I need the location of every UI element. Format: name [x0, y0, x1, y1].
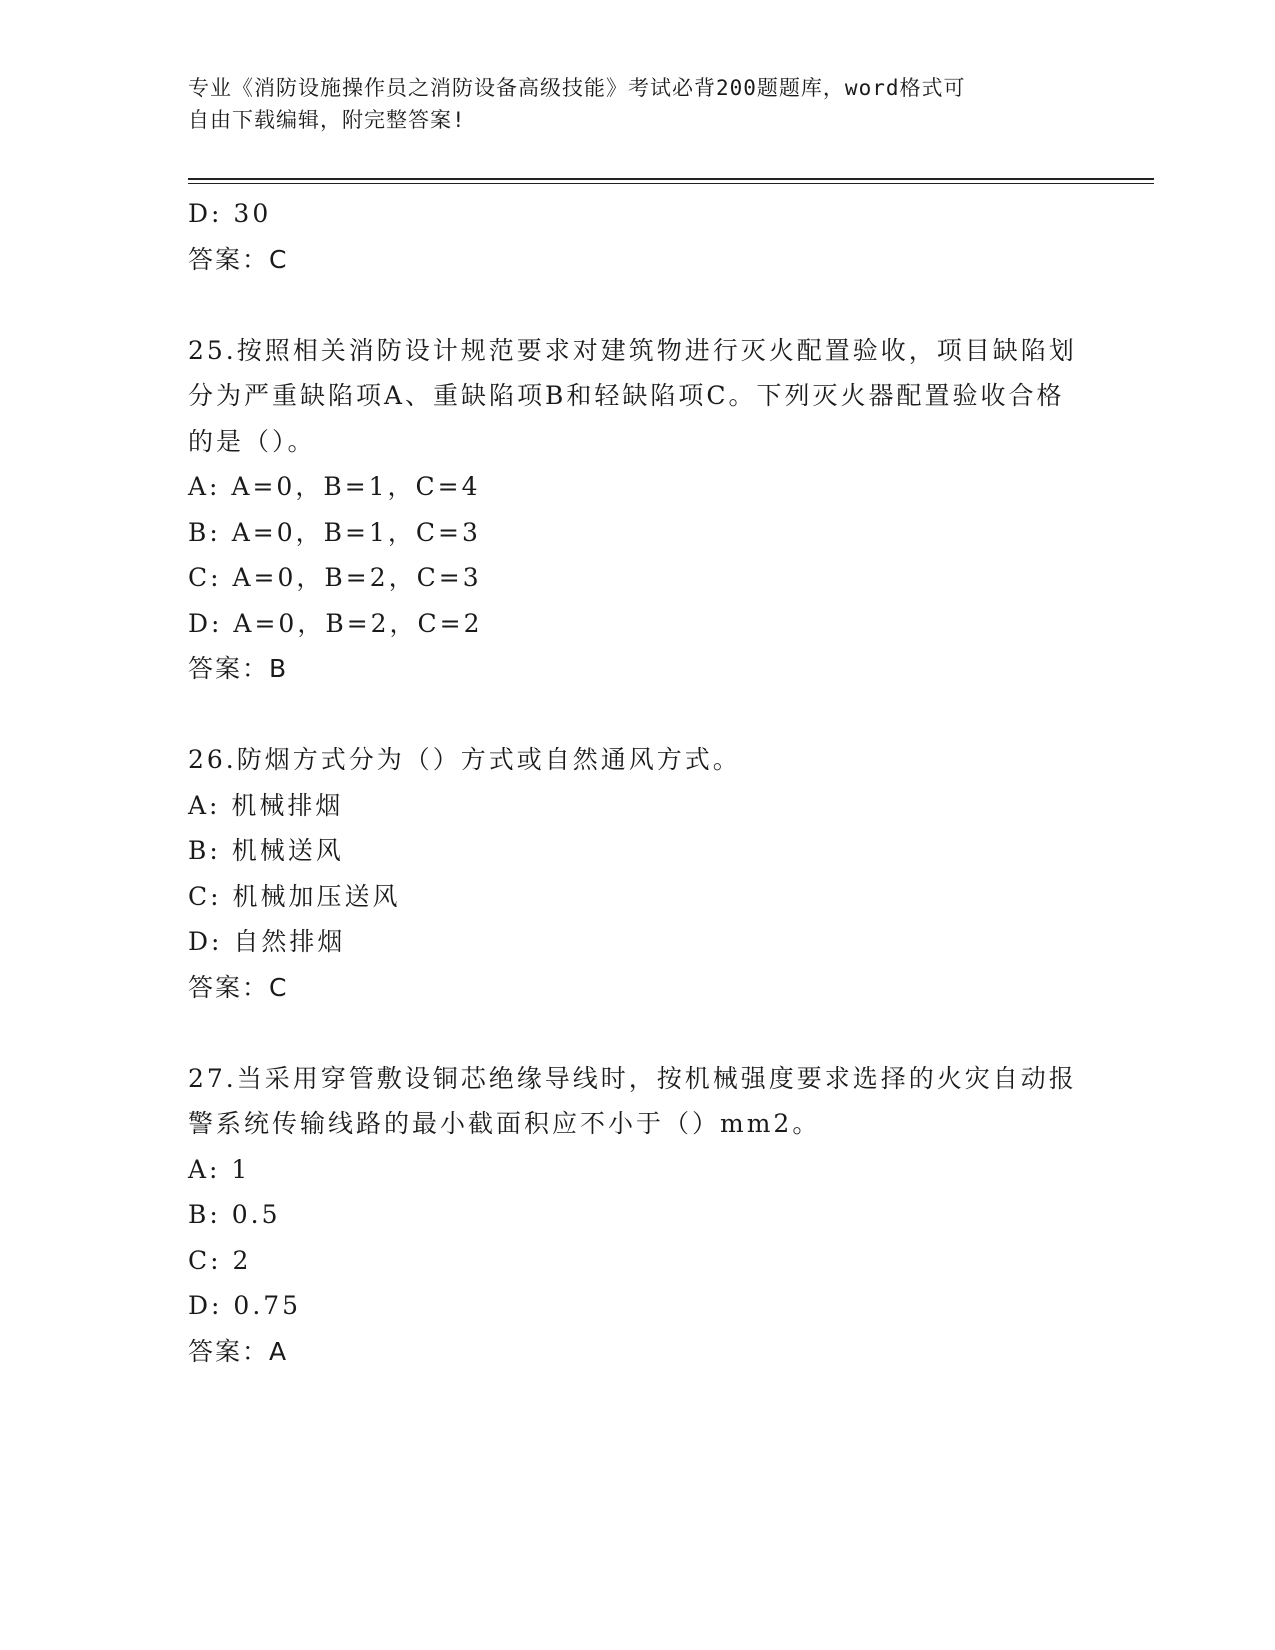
question-text: 26.防烟方式分为（）方式或自然通风方式。: [188, 745, 741, 774]
prev-answer: 答案：C: [188, 244, 289, 274]
header-rule-thin: [188, 183, 1154, 184]
option-d: D: 自然排烟: [188, 927, 346, 956]
question-26: [188, 737, 1088, 1010]
answer: 答案：A: [188, 1336, 289, 1366]
option-a: A: A=0，B=1，C=4: [188, 472, 481, 501]
prev-option-d: D: 30: [188, 199, 272, 228]
spacer: [188, 282, 1088, 328]
spacer: [188, 692, 1088, 738]
spacer: [188, 1010, 1088, 1056]
option-b: B: 机械送风: [188, 836, 344, 865]
option-d: D: A=0，B=2，C=2: [188, 608, 483, 638]
question-text: 25.按照相关消防设计规范要求对建筑物进行灭火配置验收，项目缺陷划分为严重缺陷项A、重缺陷项B和轻缺陷项C。下列灭火器配置验收合格的是（）。: [188, 335, 1077, 456]
option-a: A: 机械排烟: [188, 790, 344, 820]
option-d: D: 0.75: [188, 1291, 302, 1320]
option-b: B: A=0，B=1，C=3: [188, 517, 481, 547]
question-list: [188, 191, 1088, 1374]
option-c: C: 2: [188, 1245, 252, 1275]
option-c: C: 机械加压送风: [188, 881, 401, 911]
question-text: 27.当采用穿管敷设铜芯绝缘导线时，按机械强度要求选择的火灾自动报警系统传输线路的最小截面积应不小于（）mm2。: [188, 1063, 1077, 1138]
answer: 答案：B: [188, 654, 289, 683]
question-25: [188, 328, 1088, 692]
header-rule-thick: [188, 178, 1154, 180]
option-b: B: 0.5: [188, 1200, 281, 1229]
header-line-1: 专业《消防设施操作员之消防设备高级技能》考试必背200题题库，word格式可: [188, 76, 966, 100]
option-a: A: 1: [188, 1154, 251, 1184]
option-c: C: A=0，B=2，C=3: [188, 563, 482, 592]
page-header: [188, 72, 1088, 136]
answer: 答案：C: [188, 972, 289, 1002]
question-27: [188, 1056, 1088, 1375]
header-line-2: 自由下载编辑，附完整答案!: [188, 108, 466, 132]
